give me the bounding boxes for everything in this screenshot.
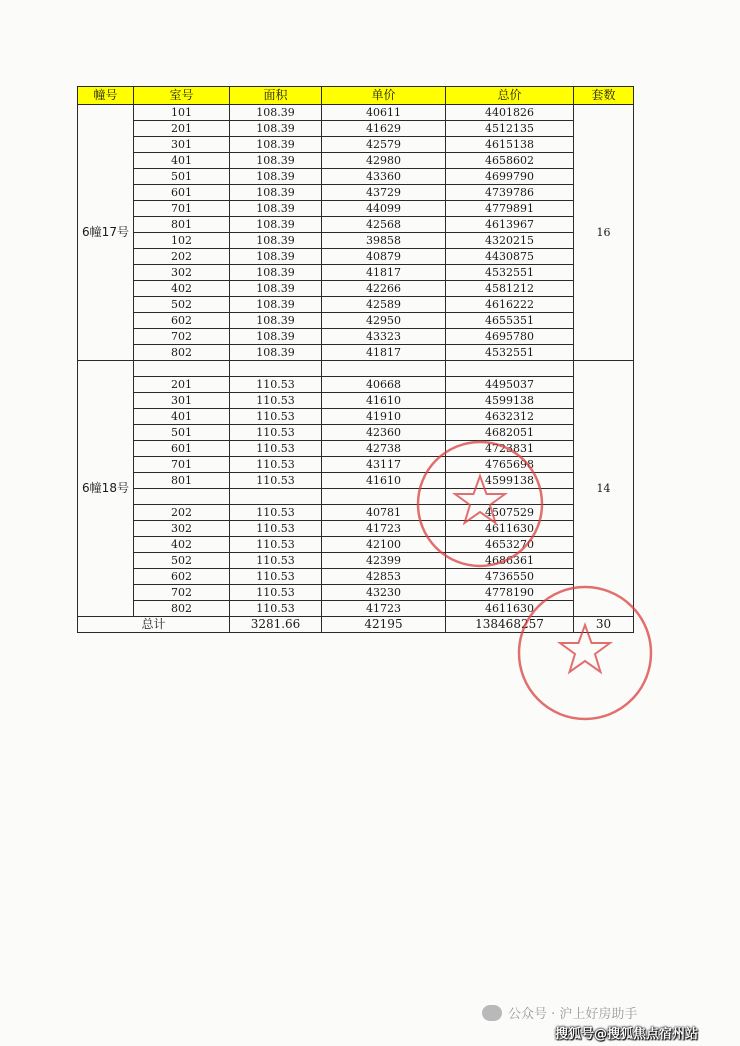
room-cell: 302 (134, 521, 230, 537)
room-cell: 801 (134, 217, 230, 233)
room-cell: 301 (134, 393, 230, 409)
table-row (78, 489, 634, 505)
watermark (482, 1003, 637, 1022)
room-cell: 202 (134, 505, 230, 521)
unit-price-cell: 41629 (322, 121, 446, 137)
room-cell: 702 (134, 329, 230, 345)
total-price-cell: 4736550 (446, 569, 574, 585)
unit-price-cell: 41723 (322, 601, 446, 617)
area-cell: 108.39 (230, 297, 322, 313)
room-cell: 702 (134, 585, 230, 601)
area-cell: 108.39 (230, 217, 322, 233)
total-price-cell: 4765698 (446, 457, 574, 473)
area-cell: 110.53 (230, 473, 322, 489)
area-cell: 108.39 (230, 137, 322, 153)
table-row (78, 265, 634, 281)
total-price-cell: 4430875 (446, 249, 574, 265)
area-cell: 108.39 (230, 201, 322, 217)
unit-price-cell: 40668 (322, 377, 446, 393)
area-cell: 110.53 (230, 425, 322, 441)
unit-price-cell: 42950 (322, 313, 446, 329)
area-cell: 108.39 (230, 169, 322, 185)
area-cell: 110.53 (230, 505, 322, 521)
area-cell (230, 361, 322, 377)
total-area: 3281.66 (230, 617, 322, 633)
table-row (78, 185, 634, 201)
col-header-area: 面积 (230, 87, 322, 105)
table-row (78, 521, 634, 537)
col-header-unit-price: 单价 (322, 87, 446, 105)
total-price-cell: 4532551 (446, 345, 574, 361)
unit-price-cell: 43360 (322, 169, 446, 185)
area-cell: 108.39 (230, 313, 322, 329)
area-cell: 108.39 (230, 185, 322, 201)
area-cell: 108.39 (230, 249, 322, 265)
area-cell: 110.53 (230, 521, 322, 537)
table-row (78, 377, 634, 393)
table-row (78, 153, 634, 169)
col-header-count: 套数 (574, 87, 634, 105)
area-cell (230, 489, 322, 505)
table-row (78, 281, 634, 297)
total-price-cell: 4695780 (446, 329, 574, 345)
area-cell: 110.53 (230, 585, 322, 601)
unit-price-cell: 42360 (322, 425, 446, 441)
unit-price-cell: 41817 (322, 265, 446, 281)
room-cell: 402 (134, 537, 230, 553)
total-price-cell: 4532551 (446, 265, 574, 281)
table-row (78, 409, 634, 425)
col-header-building: 幢号 (78, 87, 134, 105)
area-cell: 110.53 (230, 409, 322, 425)
unit-price-cell: 42399 (322, 553, 446, 569)
total-price-cell: 4778190 (446, 585, 574, 601)
building-cell: 6幢18号 (78, 361, 134, 617)
room-cell (134, 489, 230, 505)
total-price-cell: 4581212 (446, 281, 574, 297)
table-row (78, 137, 634, 153)
table-row (78, 105, 634, 121)
unit-price-cell: 42100 (322, 537, 446, 553)
area-cell: 110.53 (230, 393, 322, 409)
unit-price-cell: 42853 (322, 569, 446, 585)
area-cell: 110.53 (230, 569, 322, 585)
wechat-icon (482, 1005, 502, 1021)
area-cell: 110.53 (230, 377, 322, 393)
total-price-cell: 4682051 (446, 425, 574, 441)
table-row (78, 249, 634, 265)
room-cell: 701 (134, 201, 230, 217)
unit-price-cell: 40611 (322, 105, 446, 121)
total-price-cell: 4495037 (446, 377, 574, 393)
table-row (78, 217, 634, 233)
area-cell: 108.39 (230, 345, 322, 361)
room-cell: 801 (134, 473, 230, 489)
table-row (78, 425, 634, 441)
table-row (78, 233, 634, 249)
col-header-total-price: 总价 (446, 87, 574, 105)
table-row (78, 329, 634, 345)
unit-price-cell: 43323 (322, 329, 446, 345)
total-price-cell: 4616222 (446, 297, 574, 313)
table-row (78, 473, 634, 489)
room-cell: 201 (134, 121, 230, 137)
table-row (78, 169, 634, 185)
room-cell: 501 (134, 169, 230, 185)
total-price-cell: 4655351 (446, 313, 574, 329)
area-cell: 108.39 (230, 329, 322, 345)
table-row (78, 441, 634, 457)
room-cell: 802 (134, 601, 230, 617)
unit-price-cell: 41610 (322, 473, 446, 489)
total-label: 总计 (78, 617, 230, 633)
area-cell: 110.53 (230, 537, 322, 553)
total-price-cell: 4686361 (446, 553, 574, 569)
unit-price-cell: 40781 (322, 505, 446, 521)
unit-count-cell: 16 (574, 105, 634, 361)
total-price-cell: 4699790 (446, 169, 574, 185)
total-price-cell: 4632312 (446, 409, 574, 425)
unit-price-cell: 41817 (322, 345, 446, 361)
area-cell: 108.39 (230, 233, 322, 249)
source-label: 搜狐号@搜狐焦点宿州站 (555, 1027, 699, 1042)
table-row (78, 505, 634, 521)
total-price-cell: 4599138 (446, 393, 574, 409)
watermark-text: 公众号 · 沪上好房助手 (508, 1007, 638, 1022)
room-cell: 102 (134, 233, 230, 249)
unit-price-cell: 42579 (322, 137, 446, 153)
unit-price-cell: 44099 (322, 201, 446, 217)
table-row (78, 313, 634, 329)
table-row (78, 553, 634, 569)
total-price-cell: 4507529 (446, 505, 574, 521)
unit-price-cell: 41723 (322, 521, 446, 537)
table-row (78, 345, 634, 361)
table-row (78, 201, 634, 217)
total-price-cell: 4615138 (446, 137, 574, 153)
total-price-cell: 4658602 (446, 153, 574, 169)
price-table (77, 86, 634, 633)
unit-price-cell: 40879 (322, 249, 446, 265)
area-cell: 108.39 (230, 265, 322, 281)
total-price-cell: 4779891 (446, 201, 574, 217)
table-row (78, 393, 634, 409)
total-price-cell: 4739786 (446, 185, 574, 201)
room-cell: 401 (134, 153, 230, 169)
unit-price-cell (322, 361, 446, 377)
total-price-cell: 4320215 (446, 233, 574, 249)
unit-price-cell: 43230 (322, 585, 446, 601)
total-price-cell: 4613967 (446, 217, 574, 233)
table-row (78, 537, 634, 553)
room-cell: 602 (134, 313, 230, 329)
total-price: 138468257 (446, 617, 574, 633)
unit-count-cell: 14 (574, 361, 634, 617)
table-row (78, 297, 634, 313)
total-price-cell (446, 361, 574, 377)
unit-price-cell: 42589 (322, 297, 446, 313)
header-row (78, 87, 634, 105)
area-cell: 108.39 (230, 121, 322, 137)
building-cell: 6幢17号 (78, 105, 134, 361)
total-price-cell: 4401826 (446, 105, 574, 121)
table-row (78, 121, 634, 137)
total-unit-price: 42195 (322, 617, 446, 633)
room-cell: 201 (134, 377, 230, 393)
total-price-cell: 4512135 (446, 121, 574, 137)
unit-price-cell: 41910 (322, 409, 446, 425)
unit-price-cell: 42568 (322, 217, 446, 233)
unit-price-cell: 42738 (322, 441, 446, 457)
area-cell: 108.39 (230, 105, 322, 121)
room-cell: 302 (134, 265, 230, 281)
room-cell (134, 361, 230, 377)
total-count: 30 (574, 617, 634, 633)
room-cell: 502 (134, 297, 230, 313)
area-cell: 110.53 (230, 441, 322, 457)
room-cell: 802 (134, 345, 230, 361)
total-price-cell: 4723831 (446, 441, 574, 457)
room-cell: 502 (134, 553, 230, 569)
room-cell: 301 (134, 137, 230, 153)
area-cell: 110.53 (230, 553, 322, 569)
room-cell: 601 (134, 185, 230, 201)
area-cell: 110.53 (230, 601, 322, 617)
area-cell: 110.53 (230, 457, 322, 473)
room-cell: 101 (134, 105, 230, 121)
room-cell: 202 (134, 249, 230, 265)
unit-price-cell: 42266 (322, 281, 446, 297)
total-price-cell: 4611630 (446, 521, 574, 537)
room-cell: 701 (134, 457, 230, 473)
unit-price-cell: 43117 (322, 457, 446, 473)
room-cell: 602 (134, 569, 230, 585)
total-price-cell: 4611630 (446, 601, 574, 617)
table-row (78, 361, 634, 377)
unit-price-cell: 43729 (322, 185, 446, 201)
room-cell: 501 (134, 425, 230, 441)
room-cell: 402 (134, 281, 230, 297)
table-row (78, 457, 634, 473)
unit-price-cell: 39858 (322, 233, 446, 249)
room-cell: 601 (134, 441, 230, 457)
area-cell: 108.39 (230, 281, 322, 297)
room-cell: 401 (134, 409, 230, 425)
total-price-cell: 4653270 (446, 537, 574, 553)
area-cell: 108.39 (230, 153, 322, 169)
total-price-cell: 4599138 (446, 473, 574, 489)
unit-price-cell: 42980 (322, 153, 446, 169)
company-seal-stamp-2 (515, 583, 655, 723)
col-header-room: 室号 (134, 87, 230, 105)
company-seal-stamp (414, 438, 546, 570)
table-body (78, 105, 634, 617)
unit-price-cell: 41610 (322, 393, 446, 409)
